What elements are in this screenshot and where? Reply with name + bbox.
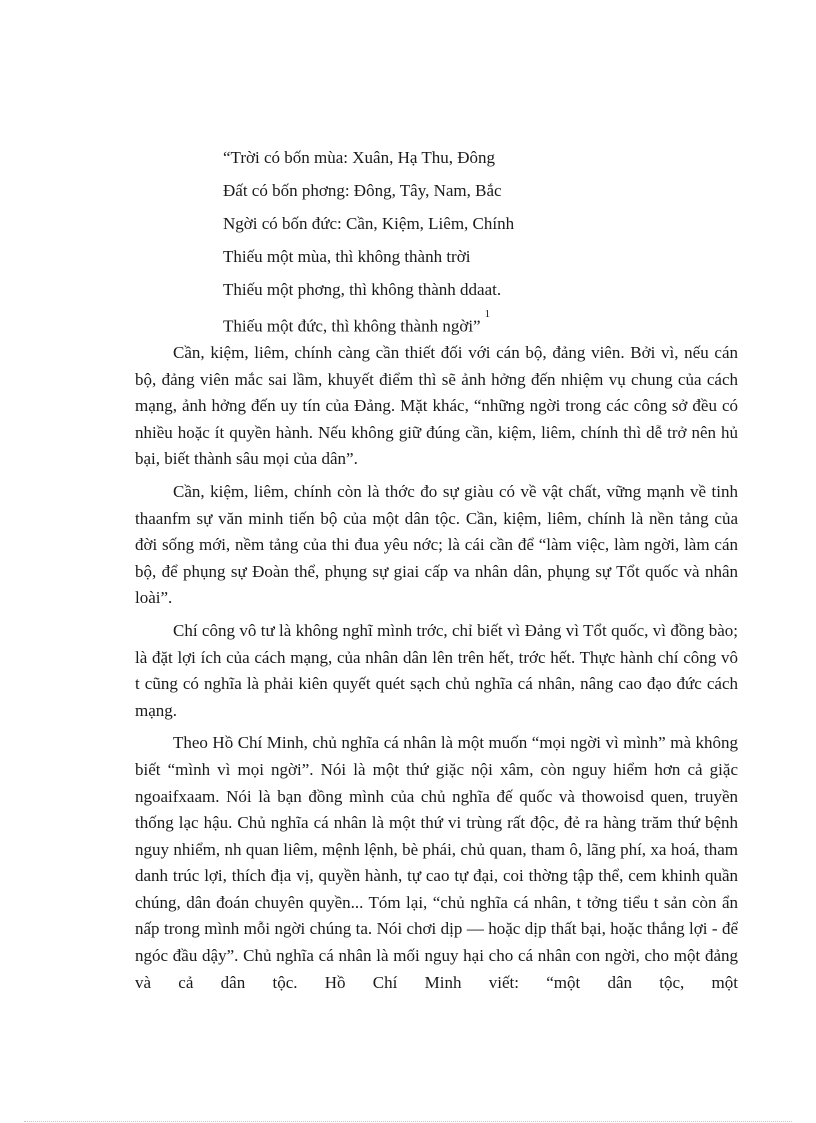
poem-line-text: Đất có bốn phơng: Đông, Tây, Nam, Bắc xyxy=(223,181,502,200)
poem-line xyxy=(223,306,703,339)
poem-line-text: Ngời có bốn đức: Cần, Kiệm, Liêm, Chính xyxy=(223,214,515,233)
poem-line-text: Thiếu một đức, thì không thành ngời” xyxy=(223,316,481,336)
poem-line-text: Thiếu một mùa, thì không thành trời xyxy=(223,247,471,266)
poem-line xyxy=(223,240,703,273)
poem-line xyxy=(223,273,703,306)
page-bottom-divider xyxy=(24,1121,792,1122)
poem-line xyxy=(223,174,703,207)
paragraph: Theo Hồ Chí Minh, chủ nghĩa cá nhân là một muốn “mọi ngời vì mình” mà không biết “mình vì mọi ngời”. Nói là một thứ giặc nội xâm, còn nguy hiểm hơn cả giặc ngoaifxaam. Nói là bạn đồng mình của chủ nghĩa đế quốc và thowoisd quen, truyền thống lạc hậu. Chủ nghĩa cá nhân là một thứ vi trùng rất độc, đẻ ra hàng trăm thứ bệnh nguy nhiểm, nh quan liêm, mệnh lệnh, bè phái, chủ quan, tham ô, lãng phí, xa hoá, tham danh trúc lợi, thích địa vị, quyền hành, tự cao tự đại, coi thờng tập thể, cem khinh quần chúng, dân đoán chuyên quyền... Tóm lại, “chủ nghĩa cá nhân, t tởng tiểu t sản còn ẩn nấp trong mình mỗi ngời chúng ta. Nói chơi dịp — hoặc dịp thất bại, hoặc thắng lợi - để ngóc đầu dậy”. Chủ nghĩa cá nhân là mối nguy hại cho cá nhân con ngời, cho một đảng và cả dân tộc. Hồ Chí Minh viết: “một dân tộc, một xyxy=(135,733,738,992)
poem-line xyxy=(223,141,703,174)
paragraph: Cần, kiệm, liêm, chính còn là thớc đo sự giàu có về vật chất, vững mạnh về tinh thaanfm sự văn minh tiến bộ của một dân tộc. Cần, kiệm, liêm, chính là nền tảng của đời sống mới, nềm tảng của thi đua yêu nớc; là cái cần để “làm việc, làm ngời, làm cán bộ, để phụng sự Đoàn thể, phụng sự giai cấp va nhân dân, phụng sự Tổt quốc và nhân loài”. xyxy=(135,481,738,608)
poem-line xyxy=(223,207,703,240)
poem-line-text: Thiếu một phơng, thì không thành ddaat. xyxy=(223,280,502,299)
poem-line-text: “Trời có bốn mùa: Xuân, Hạ Thu, Đông xyxy=(223,148,495,167)
body-text xyxy=(135,340,738,1002)
poem-quote xyxy=(223,141,703,339)
paragraph: Cần, kiệm, liêm, chính càng cần thiết đối với cán bộ, đảng viên. Bởi vì, nếu cán bộ, đảng viên mắc sai lầm, khuyết điểm thì sẽ ảnh hởng đến nhiệm vụ chung của cách mạng, ảnh hởng đến uy tín của Đảng. Mặt khác, “những ngời trong các công sở đều có nhiều hoặc ít quyền hành. Nếu không giữ đúng cần, kiệm, liêm, chính thì dễ trở nên hủ bại, biết thành sâu mọi của dân”. xyxy=(135,343,738,469)
paragraph: Chí công vô tư là không nghĩ mình trớc, chỉ biết vì Đảng vì Tổt quốc, vì đồng bào; là đặt lợi ích của cách mạng, của nhân dân lên trên hết, trớc hết. Thực hành chí công vô t cũng có nghĩa là phải kiên quyết quét sạch chủ nghĩa cá nhân, nâng cao đạo đức cách mạng. xyxy=(135,620,738,720)
footnote-reference[interactable]: 1 xyxy=(484,308,491,320)
